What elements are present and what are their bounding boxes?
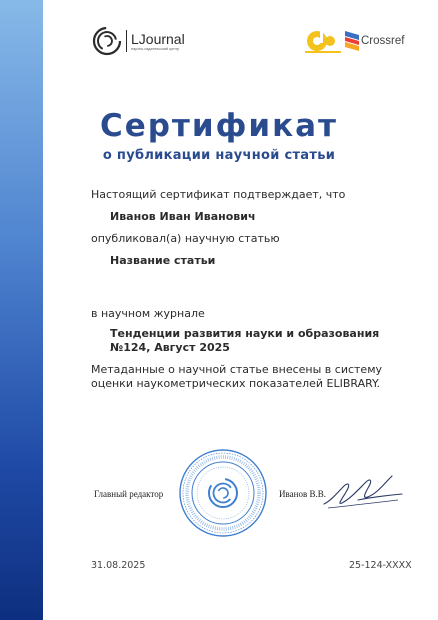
logo-subtitle: научно-издательский центр	[131, 46, 180, 51]
metadata-text-1: Метаданные о научной статье внесены в систему	[91, 363, 383, 376]
doi-logo-icon	[305, 30, 341, 56]
signature-name: Иванов В.В.	[279, 489, 326, 499]
handwritten-signature-icon	[318, 470, 406, 512]
stamp-seal-icon	[178, 448, 268, 538]
article-title: Название статьи	[110, 254, 216, 267]
logo-name: LJournal	[131, 30, 185, 47]
crossref-icon	[345, 31, 359, 51]
author-name: Иванов Иван Иванович	[110, 210, 256, 223]
crossref-logo	[345, 31, 404, 51]
certificate-subtitle: о публикации научной статьи	[102, 148, 336, 163]
journal-name: Тенденции развития науки и образования	[110, 327, 380, 340]
metadata-text-2: оценки наукометрических показателей ELIBRARY.	[91, 377, 381, 390]
issue-date: 31.08.2025	[91, 560, 146, 571]
certificate-number: 25-124-XXXX	[349, 560, 412, 571]
logo-divider	[126, 30, 127, 52]
signature-role: Главный редактор	[94, 489, 164, 499]
certificate-title: Сертификат	[99, 108, 339, 144]
crossref-label: Crossref	[361, 35, 405, 47]
journal-intro-text: в научном журнале	[91, 307, 205, 320]
decorative-sidebar	[0, 0, 43, 620]
journal-issue: №124, Август 2025	[110, 341, 230, 354]
ljournal-logo	[92, 26, 185, 56]
confirm-text: Настоящий сертификат подтверждает, что	[91, 188, 346, 201]
published-text: опубликовал(а) научную статью	[91, 232, 280, 245]
ljournal-logo-icon	[92, 26, 122, 56]
